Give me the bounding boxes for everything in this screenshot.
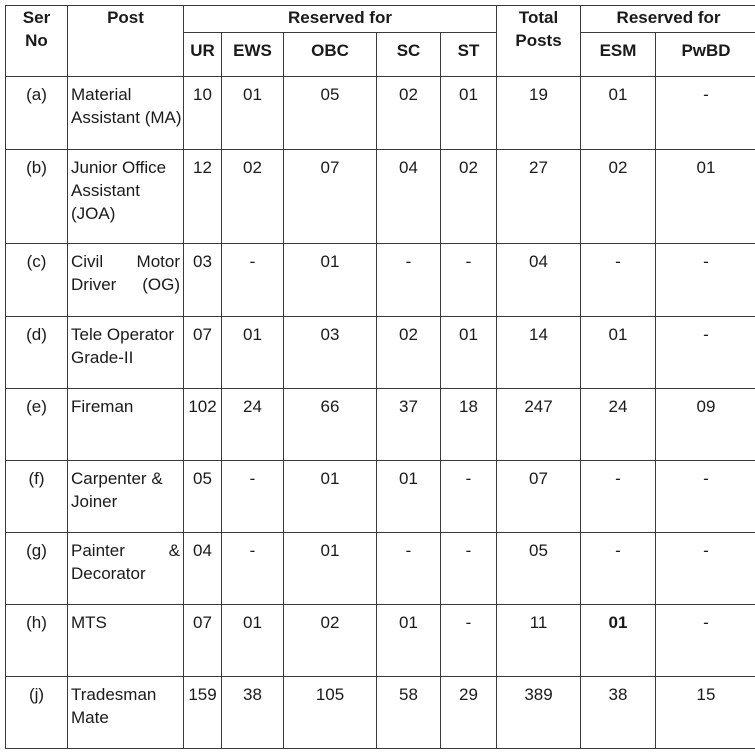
ews-cell: 01 <box>222 605 284 677</box>
ser-no-cell: (f) <box>6 461 68 533</box>
esm-cell: 01 <box>581 77 656 150</box>
table-row <box>6 605 755 677</box>
pwbd-cell: - <box>656 77 755 150</box>
pwbd-cell: - <box>656 244 755 317</box>
table-row <box>6 677 755 749</box>
esm-cell: 38 <box>581 677 656 749</box>
header-ur: UR <box>184 33 222 77</box>
header-reserved-for-esm-pwbd: Reserved for <box>581 6 755 33</box>
obc-cell: 105 <box>284 677 377 749</box>
obc-cell: 05 <box>284 77 377 150</box>
header-esm: ESM <box>581 33 656 77</box>
total-cell: 11 <box>497 605 581 677</box>
ews-cell: 02 <box>222 150 284 244</box>
ser-no-cell: (c) <box>6 244 68 317</box>
ews-cell: 01 <box>222 317 284 389</box>
st-cell: 29 <box>441 677 497 749</box>
header-row-1 <box>6 6 755 33</box>
post-cell: Painter & Decorator <box>68 533 184 605</box>
obc-cell: 01 <box>284 244 377 317</box>
ser-no-cell: (g) <box>6 533 68 605</box>
post-cell: Fireman <box>68 389 184 461</box>
esm-cell: - <box>581 533 656 605</box>
header-obc: OBC <box>284 33 377 77</box>
obc-cell: 03 <box>284 317 377 389</box>
header-sc: SC <box>377 33 441 77</box>
esm-cell: 01 <box>581 605 656 677</box>
st-cell: 01 <box>441 317 497 389</box>
total-cell: 14 <box>497 317 581 389</box>
st-cell: - <box>441 244 497 317</box>
table-row <box>6 533 755 605</box>
ser-no-cell: (a) <box>6 77 68 150</box>
ser-no-cell: (e) <box>6 389 68 461</box>
ur-cell: 05 <box>184 461 222 533</box>
sc-cell: 02 <box>377 77 441 150</box>
ur-cell: 12 <box>184 150 222 244</box>
ews-cell: - <box>222 244 284 317</box>
header-pwbd: PwBD <box>656 33 755 77</box>
post-cell: Tradesman Mate <box>68 677 184 749</box>
header-ser-no: Ser No <box>6 6 68 77</box>
obc-cell: 07 <box>284 150 377 244</box>
ur-cell: 07 <box>184 317 222 389</box>
total-cell: 247 <box>497 389 581 461</box>
post-cell: MTS <box>68 605 184 677</box>
total-cell: 27 <box>497 150 581 244</box>
obc-cell: 66 <box>284 389 377 461</box>
total-cell: 19 <box>497 77 581 150</box>
st-cell: - <box>441 461 497 533</box>
post-cell: Carpenter & Joiner <box>68 461 184 533</box>
total-cell: 389 <box>497 677 581 749</box>
esm-cell: 24 <box>581 389 656 461</box>
pwbd-cell: 01 <box>656 150 755 244</box>
ews-cell: - <box>222 533 284 605</box>
table-row <box>6 389 755 461</box>
total-cell: 05 <box>497 533 581 605</box>
header-post: Post <box>68 6 184 77</box>
ur-cell: 102 <box>184 389 222 461</box>
obc-cell: 01 <box>284 533 377 605</box>
ews-cell: 01 <box>222 77 284 150</box>
obc-cell: 01 <box>284 461 377 533</box>
ser-no-cell: (j) <box>6 677 68 749</box>
st-cell: - <box>441 605 497 677</box>
esm-cell: 02 <box>581 150 656 244</box>
pwbd-cell: - <box>656 461 755 533</box>
pwbd-cell: - <box>656 605 755 677</box>
post-cell: Material Assistant (MA) <box>68 77 184 150</box>
obc-cell: 02 <box>284 605 377 677</box>
ser-no-cell: (d) <box>6 317 68 389</box>
sc-cell: 01 <box>377 605 441 677</box>
pwbd-cell: - <box>656 317 755 389</box>
header-reserved-for: Reserved for <box>184 6 497 33</box>
sc-cell: 02 <box>377 317 441 389</box>
table-row <box>6 461 755 533</box>
ews-cell: 24 <box>222 389 284 461</box>
st-cell: 01 <box>441 77 497 150</box>
esm-cell: 01 <box>581 317 656 389</box>
ur-cell: 10 <box>184 77 222 150</box>
post-cell: Junior Office Assistant (JOA) <box>68 150 184 244</box>
esm-cell: - <box>581 244 656 317</box>
sc-cell: 01 <box>377 461 441 533</box>
header-ews: EWS <box>222 33 284 77</box>
post-cell: Civil Motor Driver (OG) <box>68 244 184 317</box>
table-row <box>6 77 755 150</box>
ser-no-cell: (b) <box>6 150 68 244</box>
pwbd-cell: 09 <box>656 389 755 461</box>
table-row <box>6 244 755 317</box>
sc-cell: 04 <box>377 150 441 244</box>
sc-cell: - <box>377 533 441 605</box>
st-cell: 18 <box>441 389 497 461</box>
ur-cell: 159 <box>184 677 222 749</box>
total-cell: 07 <box>497 461 581 533</box>
st-cell: 02 <box>441 150 497 244</box>
ews-cell: - <box>222 461 284 533</box>
ews-cell: 38 <box>222 677 284 749</box>
total-cell: 04 <box>497 244 581 317</box>
sc-cell: 58 <box>377 677 441 749</box>
pwbd-cell: 15 <box>656 677 755 749</box>
ser-no-cell: (h) <box>6 605 68 677</box>
sc-cell: - <box>377 244 441 317</box>
ur-cell: 04 <box>184 533 222 605</box>
sc-cell: 37 <box>377 389 441 461</box>
pwbd-cell: - <box>656 533 755 605</box>
header-total-posts: Total Posts <box>497 6 581 77</box>
table-row <box>6 317 755 389</box>
vacancy-table <box>5 5 755 749</box>
ur-cell: 07 <box>184 605 222 677</box>
esm-cell: - <box>581 461 656 533</box>
st-cell: - <box>441 533 497 605</box>
ur-cell: 03 <box>184 244 222 317</box>
table-row <box>6 150 755 244</box>
header-st: ST <box>441 33 497 77</box>
post-cell: Tele Operator Grade-II <box>68 317 184 389</box>
